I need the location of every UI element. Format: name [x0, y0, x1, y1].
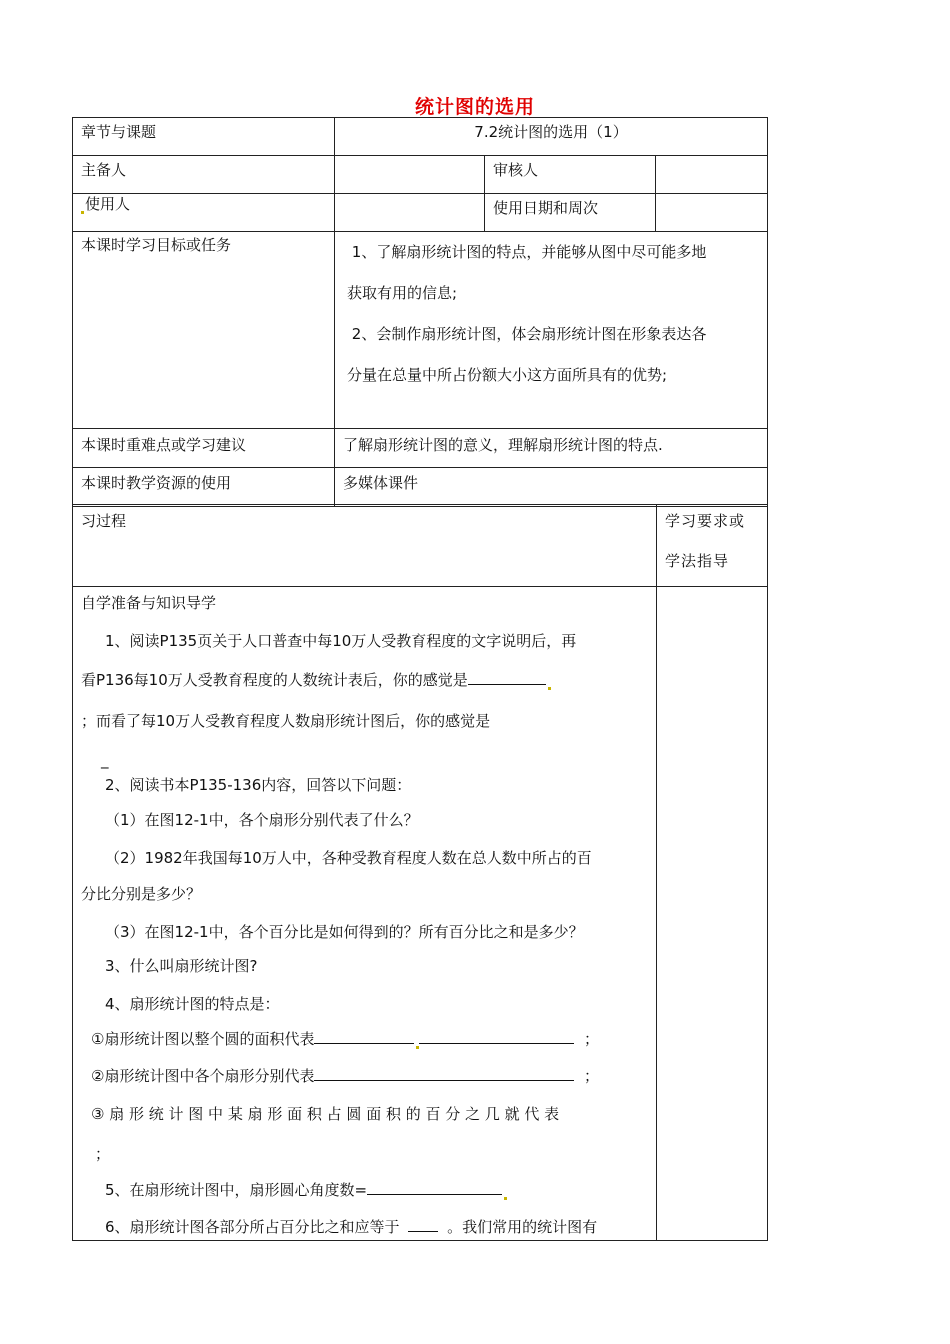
process-header-left: 习过程 — [73, 505, 657, 587]
q4-3: ③ 扇 形 统 计 图 中 某 扇 形 面 积 占 圆 面 积 的 百 分 之 几 就 代 表 — [91, 1105, 560, 1123]
user-value — [335, 194, 485, 232]
q4-3-b: ； — [95, 1145, 111, 1163]
answer-blank[interactable] — [367, 1180, 502, 1195]
q6-text-b: 。我们常用的统计图有 — [447, 1218, 598, 1236]
q3: 3、什么叫扇形统计图? — [105, 957, 258, 975]
q4-2-text: ②扇形统计图中各个扇形分别代表 — [91, 1067, 315, 1085]
goal-line-3-text: 2、会制作扇形统计图，体会扇形统计图在形象表达各 — [351, 325, 707, 343]
difficulty-label: 本课时重难点或学习建议 — [73, 429, 335, 468]
q1-line-b-text: 看P136每10万人受教育程度的人数统计表后，你的感觉是 — [81, 671, 468, 689]
user-label — [73, 194, 335, 232]
q2: 2、阅读书本P135-136内容，回答以下问题： — [105, 776, 412, 794]
chapter-label: 章节与课题 — [73, 118, 335, 156]
reviewer-value — [656, 156, 768, 194]
goal-label: 本课时学习目标或任务 — [73, 232, 335, 429]
q2-1: （1）在图12-1中，各个扇形分别代表了什么？ — [105, 811, 419, 829]
header-right-line-2: 学法指导 — [665, 552, 730, 570]
learning-process-table — [72, 504, 768, 1241]
difficulty-value: 了解扇形统计图的意义，理解扇形统计图的特点. — [335, 429, 768, 468]
answer-blank[interactable] — [468, 670, 546, 685]
q1-line-b — [81, 670, 648, 690]
answer-blank[interactable] — [314, 1066, 574, 1081]
date-label: 使用日期和周次 — [485, 194, 656, 232]
document-title: 统计图的选用 — [414, 96, 535, 118]
header-right-line-1: 学习要求或 — [665, 512, 746, 530]
goal-line-4: 分量在总量中所占份额大小这方面所具有的优势; — [347, 366, 668, 384]
section-title: 自学准备与知识导学 — [81, 594, 217, 612]
resource-value: 多媒体课件 — [335, 468, 768, 507]
q6 — [81, 1217, 648, 1237]
q2-3: （3）在图12-1中，各个百分比是如何得到的？所有百分比之和是多少？ — [105, 923, 584, 941]
resource-label: 本课时教学资源的使用 — [73, 468, 335, 507]
answer-blank[interactable] — [314, 1029, 414, 1044]
goal-line-2: 获取有用的信息; — [347, 284, 458, 302]
q2-2-a: （2）1982年我国每10万人中，各种受教育程度人数在总人数中所占的百 — [105, 849, 592, 867]
q4-1 — [81, 1029, 648, 1049]
guidance-column — [657, 587, 768, 1241]
semicolon: ； — [584, 1030, 600, 1048]
q6-text-a: 6、扇形统计图各部分所占百分比之和应等于 — [105, 1218, 400, 1236]
q5 — [81, 1180, 648, 1200]
q5-text: 5、在扇形统计图中，扇形圆心角度数= — [105, 1181, 368, 1199]
answer-blank[interactable] — [419, 1029, 574, 1044]
date-value — [656, 194, 768, 232]
process-header-right — [657, 505, 768, 587]
q4: 4、扇形统计图的特点是： — [105, 995, 280, 1013]
q1-line-c: ；而看了每10万人受教育程度人数扇形统计图后，你的感觉是 — [81, 712, 491, 730]
goal-content — [335, 232, 768, 429]
q4-2 — [81, 1066, 648, 1086]
process-content — [73, 587, 657, 1241]
lesson-info-table — [72, 117, 768, 507]
user-label-text: 使用人 — [85, 195, 131, 213]
reviewer-label: 审核人 — [485, 156, 656, 194]
q2-2-b: 分比分别是多少？ — [81, 885, 202, 903]
answer-blank[interactable] — [408, 1217, 438, 1232]
goal-line-3 — [347, 314, 759, 355]
preparer-value — [335, 156, 485, 194]
q1-line-a: 1、阅读P135页关于人口普查中每10万人受教育程度的文字说明后，再 — [105, 632, 577, 650]
preparer-label: 主备人 — [73, 156, 335, 194]
semicolon: ； — [584, 1067, 600, 1085]
q1-line-d: _ — [101, 751, 109, 769]
goal-line-1-text: 1、了解扇形统计图的特点，并能够从图中尽可能多地 — [351, 243, 707, 261]
q4-1-text: ①扇形统计图以整个圆的面积代表 — [91, 1030, 315, 1048]
goal-line-1 — [347, 232, 759, 273]
chapter-value: 7.2统计图的选用（1） — [335, 118, 768, 156]
